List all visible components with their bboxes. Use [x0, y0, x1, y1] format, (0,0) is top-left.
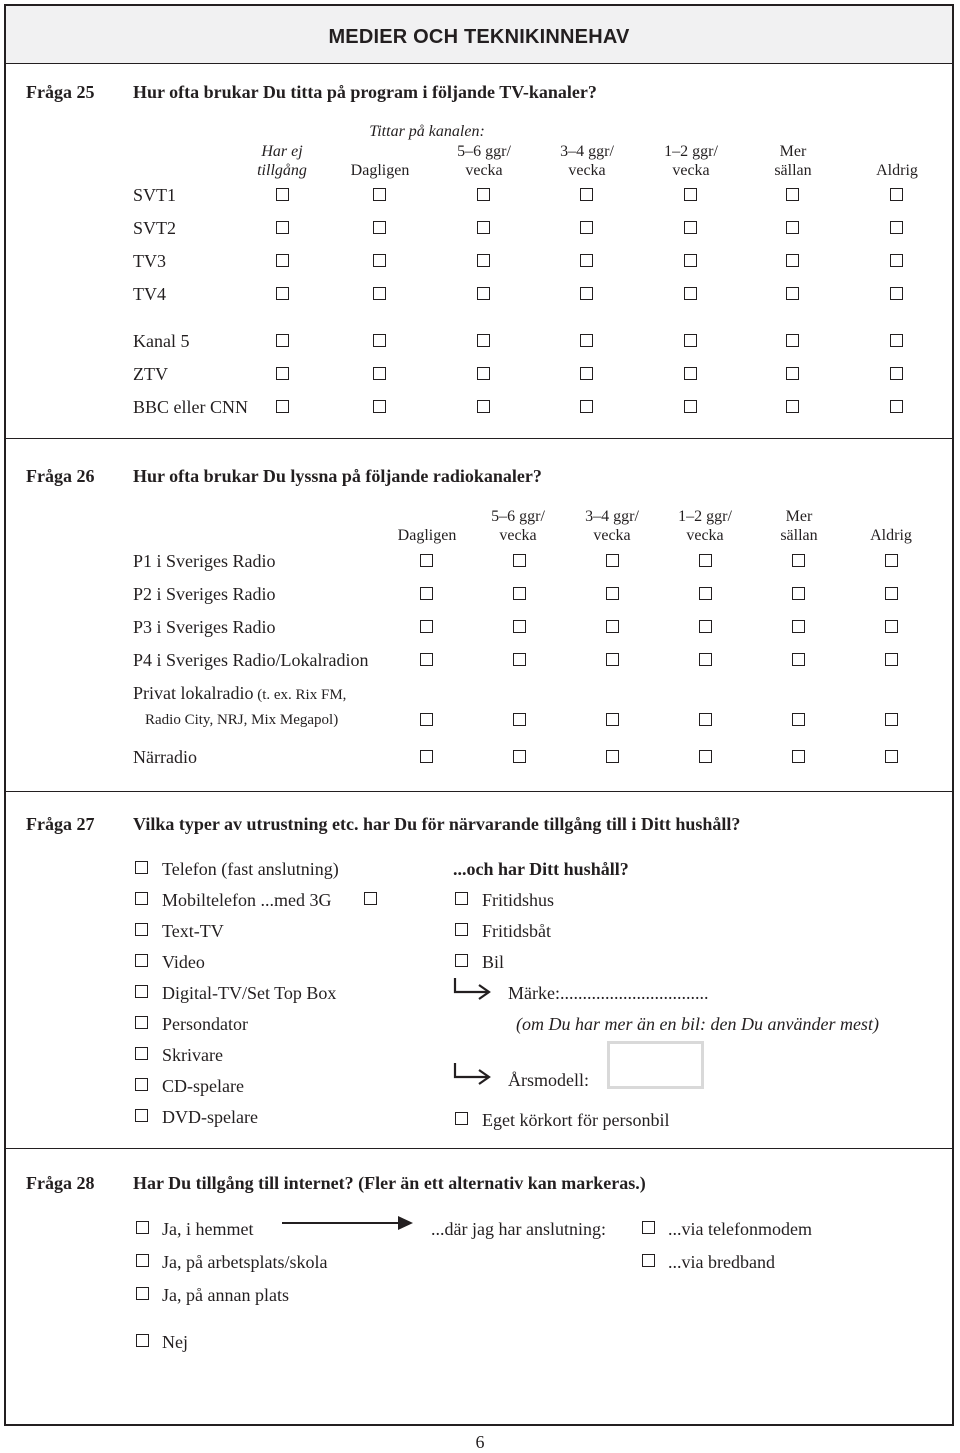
- equipment-label: Digital-TV/Set Top Box: [162, 983, 337, 1003]
- column-header: 5–6 ggr/ vecka: [491, 508, 545, 544]
- group-heading: Tittar på kanalen:: [369, 123, 485, 140]
- frequency-checkbox[interactable]: [373, 254, 386, 267]
- section-title: MEDIER OCH TEKNIKINNEHAV: [328, 26, 630, 48]
- row-label: Närradio: [133, 747, 197, 767]
- frequency-checkbox[interactable]: [606, 713, 619, 726]
- frequency-checkbox[interactable]: [276, 221, 289, 234]
- frequency-checkbox[interactable]: [699, 620, 712, 633]
- license-checkbox[interactable]: [455, 1112, 468, 1125]
- question-number: Fråga 28: [26, 1173, 95, 1193]
- internet-label: Nej: [162, 1332, 188, 1352]
- modem-label: ...via telefonmodem: [668, 1219, 812, 1239]
- 3g-checkbox[interactable]: [364, 892, 377, 905]
- frequency-checkbox[interactable]: [373, 334, 386, 347]
- equipment-checkbox[interactable]: [135, 1016, 148, 1029]
- equipment-label: DVD-spelare: [162, 1107, 258, 1127]
- frequency-checkbox[interactable]: [580, 221, 593, 234]
- equipment-checkbox[interactable]: [135, 923, 148, 936]
- row-label: BBC eller CNN: [133, 397, 248, 417]
- question-number: Fråga 27: [26, 814, 95, 834]
- frequency-checkbox[interactable]: [513, 750, 526, 763]
- internet-checkbox[interactable]: [136, 1334, 149, 1347]
- frequency-checkbox[interactable]: [890, 334, 903, 347]
- divider: [4, 438, 954, 439]
- frequency-checkbox[interactable]: [276, 188, 289, 201]
- divider: [4, 1148, 954, 1149]
- frequency-checkbox[interactable]: [786, 221, 799, 234]
- frequency-checkbox[interactable]: [885, 554, 898, 567]
- household-label: Bil: [482, 952, 505, 972]
- household-checkbox[interactable]: [455, 954, 468, 967]
- internet-checkbox[interactable]: [136, 1221, 149, 1234]
- frequency-checkbox[interactable]: [580, 254, 593, 267]
- frequency-checkbox[interactable]: [786, 188, 799, 201]
- row-label: SVT1: [133, 185, 177, 205]
- column-header: Dagligen: [397, 527, 457, 544]
- frequency-checkbox[interactable]: [792, 554, 805, 567]
- question-text: Hur ofta brukar Du titta på program i följande TV-kanaler?: [133, 82, 597, 102]
- question-text: Har Du tillgång till internet? (Fler än ett alternativ kan markeras.): [133, 1173, 646, 1193]
- column-header: Mer sällan: [774, 143, 812, 179]
- page-number: 6: [475, 1432, 485, 1452]
- frequency-checkbox[interactable]: [373, 367, 386, 380]
- frequency-checkbox[interactable]: [606, 587, 619, 600]
- household-label: Fritidsbåt: [482, 921, 552, 941]
- frequency-checkbox[interactable]: [513, 554, 526, 567]
- frequency-checkbox[interactable]: [373, 287, 386, 300]
- internet-label: Ja, på annan plats: [162, 1285, 289, 1305]
- frequency-checkbox[interactable]: [513, 620, 526, 633]
- frequency-checkbox[interactable]: [477, 400, 490, 413]
- frequency-checkbox[interactable]: [276, 287, 289, 300]
- frequency-checkbox[interactable]: [792, 587, 805, 600]
- license-label: Eget körkort för personbil: [482, 1110, 670, 1130]
- row-label: TV4: [133, 284, 166, 304]
- question-number: Fråga 26: [26, 466, 95, 486]
- frequency-checkbox[interactable]: [580, 188, 593, 201]
- frequency-checkbox[interactable]: [477, 221, 490, 234]
- household-label: Fritidshus: [482, 890, 555, 910]
- frequency-checkbox[interactable]: [786, 367, 799, 380]
- model-year-label: Årsmodell:: [508, 1070, 589, 1090]
- frequency-checkbox[interactable]: [890, 400, 903, 413]
- equipment-label: Video: [162, 952, 205, 972]
- row-label: P2 i Sveriges Radio: [133, 584, 276, 604]
- model-year-input[interactable]: [607, 1041, 704, 1089]
- frequency-checkbox[interactable]: [420, 750, 433, 763]
- row-label: TV3: [133, 251, 166, 271]
- frequency-checkbox[interactable]: [885, 653, 898, 666]
- frequency-checkbox[interactable]: [684, 287, 697, 300]
- equipment-label: Text-TV: [162, 921, 224, 941]
- frequency-checkbox[interactable]: [606, 620, 619, 633]
- row-label-cont: Radio City, NRJ, Mix Megapol): [145, 712, 339, 728]
- frequency-checkbox[interactable]: [580, 334, 593, 347]
- frequency-checkbox[interactable]: [477, 334, 490, 347]
- frequency-checkbox[interactable]: [513, 587, 526, 600]
- frequency-checkbox[interactable]: [606, 750, 619, 763]
- frequency-checkbox[interactable]: [699, 653, 712, 666]
- frequency-checkbox[interactable]: [890, 254, 903, 267]
- frequency-checkbox[interactable]: [792, 620, 805, 633]
- frequency-checkbox[interactable]: [792, 713, 805, 726]
- frequency-checkbox[interactable]: [699, 554, 712, 567]
- frequency-checkbox[interactable]: [792, 653, 805, 666]
- column-header: Mer sällan: [780, 508, 818, 544]
- frequency-checkbox[interactable]: [420, 713, 433, 726]
- brand-field[interactable]: Märke:.................................: [508, 983, 709, 1003]
- frequency-checkbox[interactable]: [513, 653, 526, 666]
- equipment-checkbox[interactable]: [135, 892, 148, 905]
- equipment-checkbox[interactable]: [135, 1078, 148, 1091]
- frequency-checkbox[interactable]: [606, 653, 619, 666]
- internet-checkbox[interactable]: [136, 1287, 149, 1300]
- equipment-label: Persondator: [162, 1014, 248, 1034]
- equipment-checkbox[interactable]: [135, 985, 148, 998]
- column-header: 1–2 ggr/ vecka: [678, 508, 732, 544]
- equipment-label: Mobiltelefon ...med 3G: [162, 890, 332, 910]
- frequency-checkbox[interactable]: [513, 713, 526, 726]
- arrow-turn-icon: [453, 977, 493, 1003]
- equipment-checkbox[interactable]: [135, 1047, 148, 1060]
- equipment-label: Skrivare: [162, 1045, 223, 1065]
- question-number: Fråga 25: [26, 82, 95, 102]
- frequency-checkbox[interactable]: [890, 287, 903, 300]
- frequency-checkbox[interactable]: [786, 334, 799, 347]
- row-label: P3 i Sveriges Radio: [133, 617, 276, 637]
- frequency-checkbox[interactable]: [373, 400, 386, 413]
- column-header: Aldrig: [870, 527, 912, 544]
- frequency-checkbox[interactable]: [786, 254, 799, 267]
- frequency-checkbox[interactable]: [684, 254, 697, 267]
- frequency-checkbox[interactable]: [699, 750, 712, 763]
- frequency-checkbox[interactable]: [885, 713, 898, 726]
- frequency-checkbox[interactable]: [420, 620, 433, 633]
- row-label-note: (t. ex. Rix FM,: [253, 687, 347, 703]
- frequency-checkbox[interactable]: [420, 653, 433, 666]
- frequency-checkbox[interactable]: [885, 620, 898, 633]
- divider: [4, 791, 954, 792]
- frequency-checkbox[interactable]: [477, 188, 490, 201]
- frequency-checkbox[interactable]: [684, 367, 697, 380]
- row-label: ZTV: [133, 364, 168, 384]
- broadband-label: ...via bredband: [668, 1252, 775, 1272]
- frequency-checkbox[interactable]: [699, 587, 712, 600]
- internet-label: Ja, i hemmet: [162, 1219, 254, 1239]
- row-label: SVT2: [133, 218, 177, 238]
- frequency-checkbox[interactable]: [684, 400, 697, 413]
- frequency-checkbox[interactable]: [684, 334, 697, 347]
- household-checkbox[interactable]: [455, 923, 468, 936]
- row-label: P4 i Sveriges Radio/Lokalradion: [133, 650, 369, 670]
- frequency-checkbox[interactable]: [276, 334, 289, 347]
- frequency-checkbox[interactable]: [477, 254, 490, 267]
- row-label: P1 i Sveriges Radio: [133, 551, 276, 571]
- household-checkbox[interactable]: [455, 892, 468, 905]
- frequency-checkbox[interactable]: [580, 287, 593, 300]
- column-header: 3–4 ggr/ vecka: [560, 143, 614, 179]
- frequency-checkbox[interactable]: [890, 367, 903, 380]
- frequency-checkbox[interactable]: [477, 367, 490, 380]
- connection-label: ...där jag har anslutning:: [431, 1219, 606, 1239]
- question-text: Vilka typer av utrustning etc. har Du för närvarande tillgång till i Ditt hushåll?: [133, 814, 741, 834]
- frequency-checkbox[interactable]: [792, 750, 805, 763]
- brand-note: (om Du har mer än en bil: den Du använder mest): [516, 1014, 879, 1034]
- frequency-checkbox[interactable]: [684, 188, 697, 201]
- broadband-checkbox[interactable]: [642, 1254, 655, 1267]
- section-header: [4, 4, 954, 64]
- equipment-label: CD-spelare: [162, 1076, 244, 1096]
- frequency-checkbox[interactable]: [699, 713, 712, 726]
- column-header: 5–6 ggr/ vecka: [457, 143, 511, 179]
- frequency-checkbox[interactable]: [684, 221, 697, 234]
- frequency-checkbox[interactable]: [580, 400, 593, 413]
- frequency-checkbox[interactable]: [276, 254, 289, 267]
- row-label-main: Privat lokalradio: [133, 683, 254, 703]
- question-text: Hur ofta brukar Du lyssna på följande radiokanaler?: [133, 466, 542, 486]
- arrow-turn-icon: [453, 1062, 493, 1088]
- internet-checkbox[interactable]: [136, 1254, 149, 1267]
- frequency-checkbox[interactable]: [276, 400, 289, 413]
- row-label: [133, 683, 346, 704]
- column-header: Aldrig: [876, 162, 918, 179]
- equipment-checkbox[interactable]: [135, 1109, 148, 1122]
- household-heading: ...och har Ditt hushåll?: [453, 859, 629, 879]
- equipment-checkbox[interactable]: [135, 861, 148, 874]
- frequency-checkbox[interactable]: [890, 188, 903, 201]
- column-header: 3–4 ggr/ vecka: [585, 508, 639, 544]
- column-header: 1–2 ggr/ vecka: [664, 143, 718, 179]
- frequency-checkbox[interactable]: [890, 221, 903, 234]
- frequency-checkbox[interactable]: [606, 554, 619, 567]
- frequency-checkbox[interactable]: [420, 554, 433, 567]
- frequency-checkbox[interactable]: [477, 287, 490, 300]
- equipment-label: Telefon (fast anslutning): [162, 859, 339, 879]
- frequency-checkbox[interactable]: [373, 188, 386, 201]
- equipment-checkbox[interactable]: [135, 954, 148, 967]
- frequency-checkbox[interactable]: [276, 367, 289, 380]
- row-label: Kanal 5: [133, 331, 190, 351]
- frequency-checkbox[interactable]: [885, 587, 898, 600]
- column-header: Har ej tillgång: [257, 143, 307, 179]
- internet-label: Ja, på arbetsplats/skola: [162, 1252, 328, 1272]
- frequency-checkbox[interactable]: [580, 367, 593, 380]
- column-header: Dagligen: [350, 162, 410, 179]
- frequency-checkbox[interactable]: [786, 400, 799, 413]
- frequency-checkbox[interactable]: [885, 750, 898, 763]
- frequency-checkbox[interactable]: [420, 587, 433, 600]
- frequency-checkbox[interactable]: [373, 221, 386, 234]
- modem-checkbox[interactable]: [642, 1221, 655, 1234]
- frequency-checkbox[interactable]: [786, 287, 799, 300]
- arrow-right-icon: [282, 1214, 414, 1232]
